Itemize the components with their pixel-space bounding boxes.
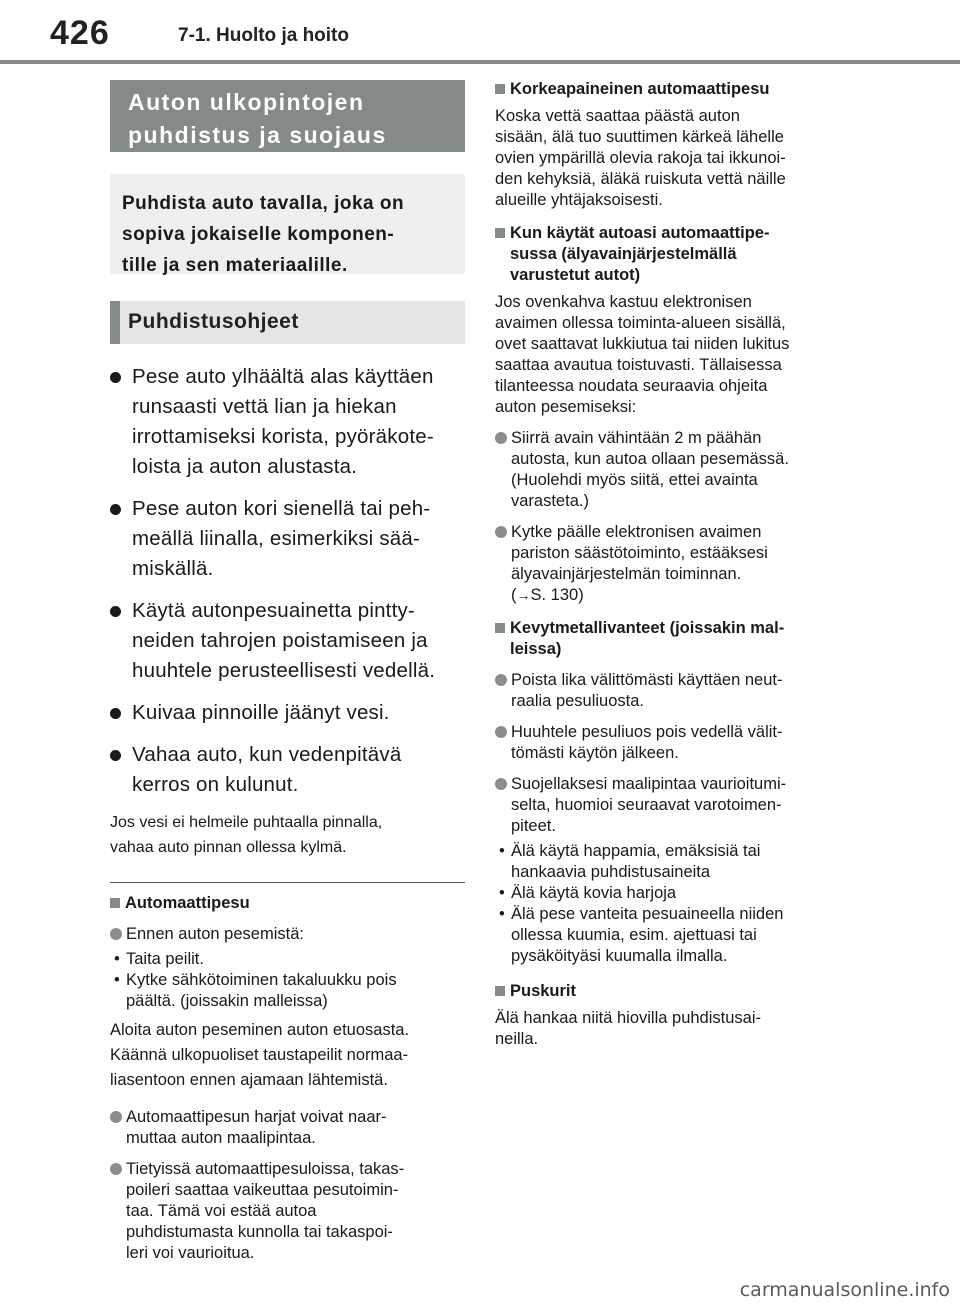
item-text: puhdistumasta kunnolla tai takaspoi- xyxy=(126,1223,393,1241)
item-text: tömästi käytön jälkeen. xyxy=(511,744,679,762)
paragraph-line: Koska vettä saattaa päästä auton xyxy=(495,107,740,125)
dot-list-item xyxy=(110,970,465,1012)
item-text: Kytke päälle elektronisen avaimen xyxy=(511,523,762,541)
item-text: pysäköityäsi kuumalla ilmalla. xyxy=(511,947,728,965)
square-bullet-icon xyxy=(495,228,505,238)
heading-text: Kun käytät autoasi automaattipe- xyxy=(510,224,770,242)
item-text: poileri saattaa vaikeuttaa pesutoimin- xyxy=(126,1181,399,1199)
paragraph-line: tilanteessa noudata seuraavia ohjeita xyxy=(495,377,768,395)
list-item-text: Käytä autonpesuainetta pintty- xyxy=(132,599,415,622)
circle-list-item xyxy=(495,722,845,764)
dot-list-item xyxy=(495,883,845,904)
heading-text: leissa) xyxy=(510,640,562,658)
note-line: vahaa auto pinnan ollessa kylmä. xyxy=(110,839,347,856)
circle-bullet-icon xyxy=(110,1163,122,1175)
item-text: selta, huomioi seuraavat varotoimen- xyxy=(511,796,782,814)
item-text: varasteta.) xyxy=(511,492,589,510)
paragraph-line: ovien ympärillä olevia rakoja tai ikkunoi- xyxy=(495,149,786,167)
item-text: Kytke sähkötoiminen takaluukku pois xyxy=(126,971,397,989)
paragraph-line: auton pesemiseksi: xyxy=(495,398,637,416)
waxing-note xyxy=(110,810,465,860)
page-reference-paren: ( xyxy=(511,586,517,604)
paragraph-line: neilla. xyxy=(495,1030,539,1048)
section-divider xyxy=(110,882,465,883)
square-bullet-icon xyxy=(495,84,505,94)
list-item-text: loista ja auton alustasta. xyxy=(132,455,358,478)
item-text: pariston säästötoiminto, estääksesi xyxy=(511,544,768,562)
chapter-title-line: Auton ulkopintojen xyxy=(128,89,365,115)
list-item xyxy=(110,596,465,686)
list-item-text: neiden tahrojen poistamiseen ja xyxy=(132,629,428,652)
circle-bullet-icon xyxy=(495,726,507,738)
item-text: Älä pese vanteita pesuaineella niiden xyxy=(511,905,784,923)
list-item-text: Kuivaa pinnoille jäänyt vesi. xyxy=(132,701,390,724)
pressure-wash-paragraph xyxy=(495,106,845,211)
paragraph-line: avaimen ollessa toiminta-alueen sisällä, xyxy=(495,314,786,332)
item-text: leri voi vaurioitua. xyxy=(126,1244,255,1262)
page-number: 426 xyxy=(50,14,110,52)
item-text: Älä käytä happamia, emäksisiä tai xyxy=(511,842,761,860)
heading-text: Automaattipesu xyxy=(125,894,250,912)
circle-list-item xyxy=(110,1159,465,1264)
page-header xyxy=(0,0,960,64)
paragraph-line: Jos ovenkahva kastuu elektronisen xyxy=(495,293,752,311)
note-line: Jos vesi ei helmeile puhtaalla pinnalla, xyxy=(110,814,383,831)
cleaning-instructions-list xyxy=(110,362,465,800)
circle-list-item xyxy=(495,670,845,712)
item-text: (Huolehdi myös siitä, ettei avainta xyxy=(511,471,758,489)
bumpers-paragraph xyxy=(495,1008,845,1050)
smart-key-heading xyxy=(495,223,845,286)
list-item xyxy=(110,362,465,482)
item-text: hankaavia puhdistusaineita xyxy=(511,863,711,881)
dot-list-item xyxy=(495,841,845,883)
list-item-text: runsaasti vettä lian ja hiekan xyxy=(132,395,397,418)
small-bullet-icon: • xyxy=(499,842,505,860)
circle-bullet-icon xyxy=(495,778,507,790)
square-bullet-icon xyxy=(495,623,505,633)
intro-line: Puhdista auto tavalla, joka on xyxy=(122,193,405,214)
bullet-icon xyxy=(110,708,121,719)
subsection-title: Puhdistusohjeet xyxy=(128,310,299,333)
small-bullet-icon: • xyxy=(114,971,120,989)
bullet-icon xyxy=(110,606,121,617)
list-item-text: irrottamiseksi korista, pyöräkote- xyxy=(132,425,434,448)
heading-text: Kevytmetallivanteet (joissakin mal- xyxy=(510,619,785,637)
arrow-right-icon: → xyxy=(516,587,531,603)
paragraph-line: Älä hankaa niitä hiovilla puhdistusai- xyxy=(495,1009,761,1027)
automaattipesu-paragraph xyxy=(110,1018,465,1093)
smart-key-paragraph xyxy=(495,292,845,418)
circle-list-item xyxy=(495,522,845,606)
item-text: Automaattipesun harjat voivat naar- xyxy=(126,1108,387,1126)
list-item-text: Pese auton kori sienellä tai peh- xyxy=(132,497,431,520)
circle-bullet-icon xyxy=(110,1111,122,1123)
paragraph-line: Aloita auton peseminen auton etuosasta. xyxy=(110,1021,410,1039)
heading-text: Korkeapaineinen automaattipesu xyxy=(510,80,770,98)
subsection-title-box xyxy=(110,301,465,344)
paragraph-line: ovet saattavat lukkiutua tai niiden lukitus xyxy=(495,335,790,353)
automaattipesu-heading xyxy=(110,893,465,914)
heading-text: Puskurit xyxy=(510,982,577,1000)
circle-bullet-icon xyxy=(495,674,507,686)
circle-list-item xyxy=(110,1107,465,1149)
paragraph-line: alueille yhtäjaksoisesti. xyxy=(495,191,663,209)
square-bullet-icon xyxy=(110,898,120,908)
list-item xyxy=(110,494,465,584)
item-text: taa. Tämä voi estää autoa xyxy=(126,1202,317,1220)
item-text: älyavainjärjestelmän toiminnan. xyxy=(511,565,742,583)
paragraph-line: saattaa avautua toistuvasti. Tällaisessa xyxy=(495,356,782,374)
chapter-title-line: puhdistus ja suojaus xyxy=(128,122,387,148)
small-bullet-icon: • xyxy=(114,950,120,968)
list-item-text: kerros on kulunut. xyxy=(132,773,299,796)
item-text: autosta, kun autoa ollaan pesemässä. xyxy=(511,450,789,468)
intro-line: tille ja sen materiaalille. xyxy=(122,255,348,276)
item-text: päältä. (joissakin malleissa) xyxy=(126,992,328,1010)
list-item-text: huuhtele perusteellisesti vedellä. xyxy=(132,659,436,682)
small-bullet-icon: • xyxy=(499,884,505,902)
item-text: muttaa auton maalipintaa. xyxy=(126,1129,316,1147)
bullet-icon xyxy=(110,750,121,761)
circle-bullet-icon xyxy=(110,928,122,940)
watermark[interactable]: carmanualsonline.info xyxy=(739,1279,950,1301)
bullet-icon xyxy=(110,504,121,515)
header-divider xyxy=(0,60,960,64)
section-title: 7-1. Huolto ja hoito xyxy=(178,25,349,46)
item-text: piteet. xyxy=(511,817,556,835)
item-text: Taita peilit. xyxy=(126,950,204,968)
dot-list-item xyxy=(110,949,465,970)
circle-bullet-icon xyxy=(495,526,507,538)
circle-list-item xyxy=(495,428,845,512)
item-text: Tietyissä automaattipesuloissa, takas- xyxy=(126,1160,405,1178)
circle-list-item xyxy=(495,774,845,837)
item-text: Ennen auton pesemistä: xyxy=(126,925,304,943)
circle-bullet-icon xyxy=(495,432,507,444)
paragraph-line: sisään, älä tuo suuttimen kärkeä lähelle xyxy=(495,128,784,146)
list-item-text: Vahaa auto, kun vedenpitävä xyxy=(132,743,402,766)
item-text: Suojellaksesi maalipintaa vaurioitumi- xyxy=(511,775,787,793)
intro-line: sopiva jokaiselle komponen- xyxy=(122,224,395,245)
item-text: Poista lika välittömästi käyttäen neut- xyxy=(511,671,783,689)
list-item-text: Pese auto ylhäältä alas käyttäen xyxy=(132,365,434,388)
heading-text: varustetut autot) xyxy=(510,266,641,284)
left-column xyxy=(110,80,465,1268)
list-item xyxy=(110,740,465,800)
right-column xyxy=(495,73,845,1056)
list-item xyxy=(110,698,465,728)
alloy-wheels-heading xyxy=(495,618,845,660)
chapter-title-box xyxy=(110,80,465,152)
item-text: Huuhtele pesuliuos pois vedellä välit- xyxy=(511,723,783,741)
pressure-wash-heading xyxy=(495,79,845,100)
page-reference[interactable]: S. 130) xyxy=(530,586,584,604)
item-text: Siirrä avain vähintään 2 m päähän xyxy=(511,429,762,447)
small-bullet-icon: • xyxy=(499,905,505,923)
item-text: raalia pesuliuosta. xyxy=(511,692,644,710)
list-item-text: miskällä. xyxy=(132,557,214,580)
paragraph-line: Käännä ulkopuoliset taustapeilit normaa- xyxy=(110,1046,409,1064)
dot-list-item xyxy=(495,904,845,967)
paragraph-line: liasentoon ennen ajamaan lähtemistä. xyxy=(110,1071,388,1089)
square-bullet-icon xyxy=(495,986,505,996)
bumpers-heading xyxy=(495,981,845,1002)
list-item-text: meällä liinalla, esimerkiksi sää- xyxy=(132,527,420,550)
paragraph-line: den kehyksiä, äläkä ruiskuta vettä näille xyxy=(495,170,786,188)
bullet-icon xyxy=(110,372,121,383)
intro-box xyxy=(110,174,465,274)
item-text: ollessa kuumia, esim. ajettuasi tai xyxy=(511,926,757,944)
item-text: Älä käytä kovia harjoja xyxy=(511,884,677,902)
circle-list-item xyxy=(110,924,465,945)
heading-text: sussa (älyavainjärjestelmällä xyxy=(510,245,737,263)
